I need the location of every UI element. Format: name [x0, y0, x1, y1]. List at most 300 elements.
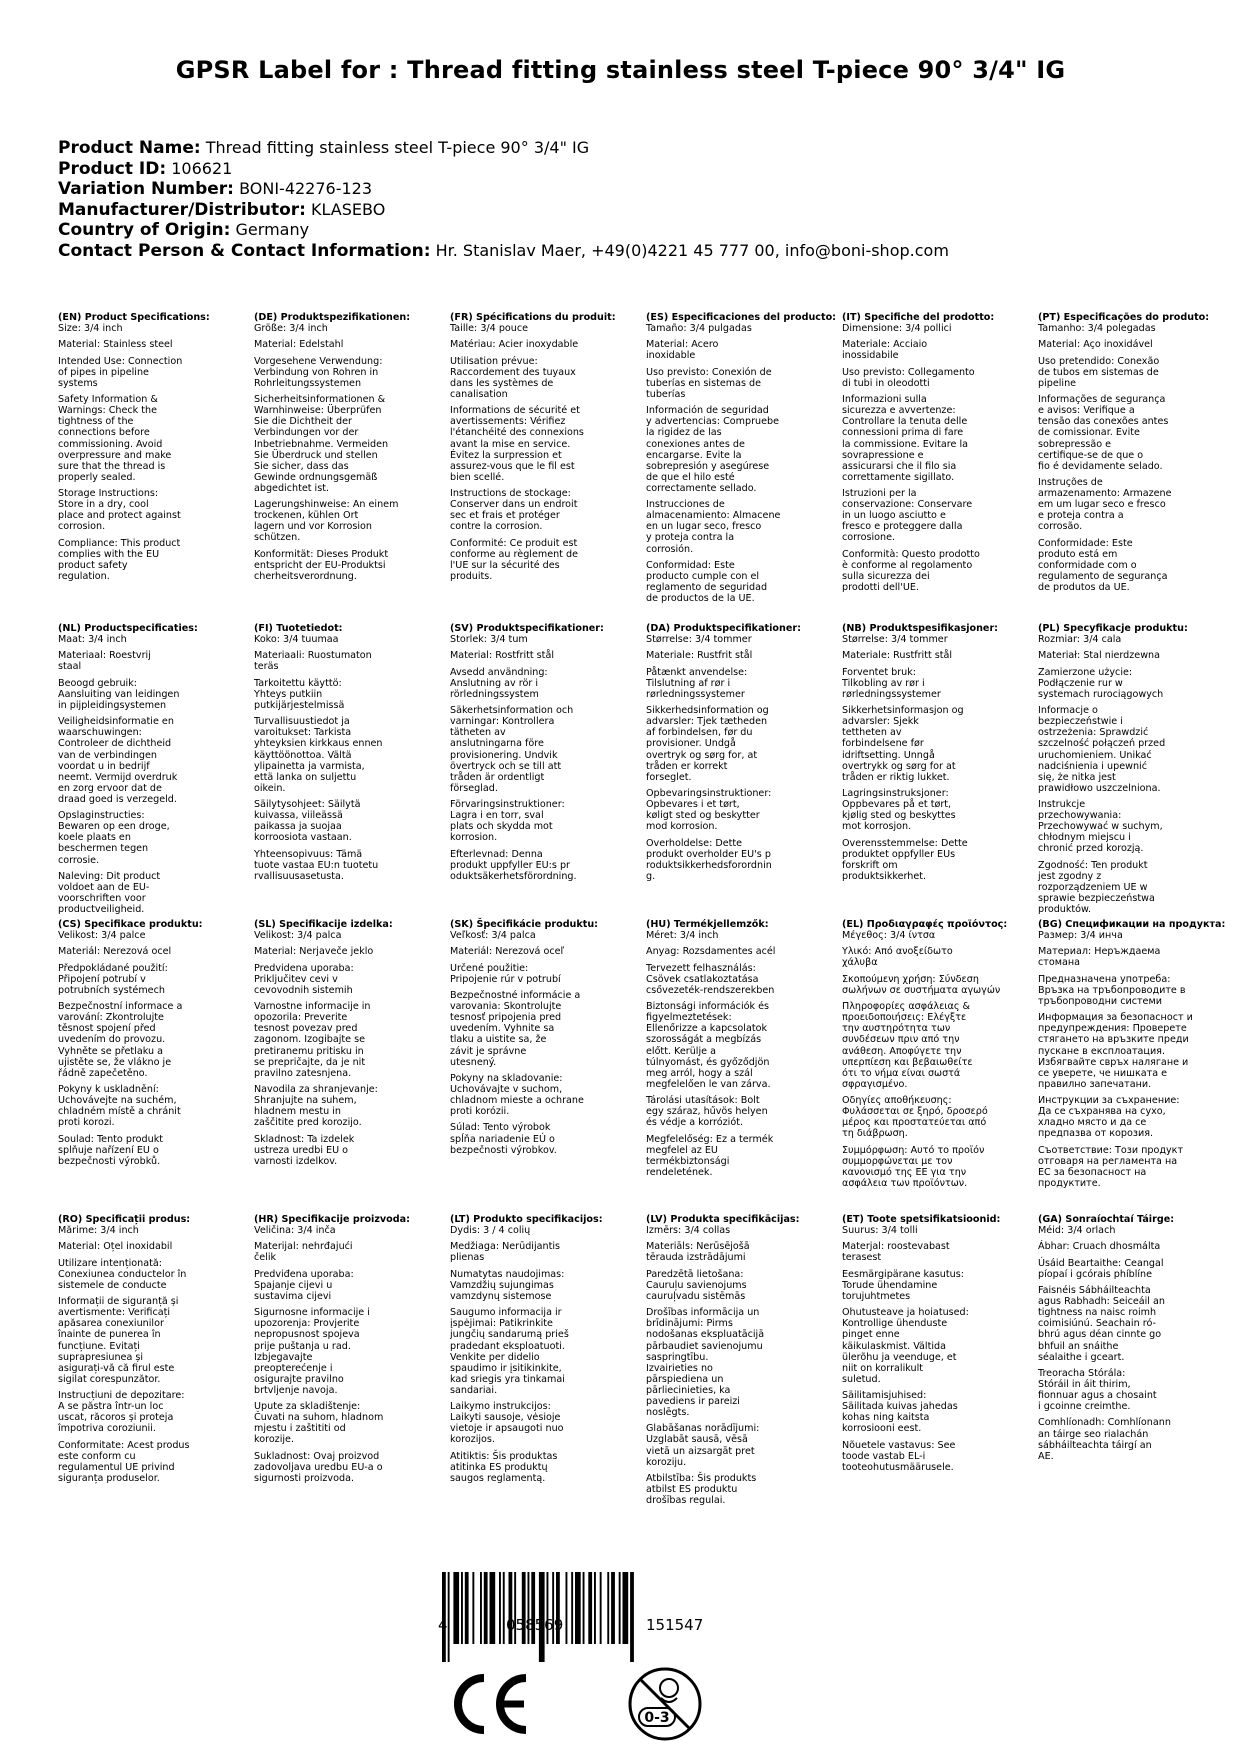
spec-heading: (HR) Specifikacije proizvoda: [254, 1214, 410, 1225]
spec-line: Материал: Неръждаема [1038, 946, 1161, 958]
spec-line: dans les systèmes de [450, 377, 554, 389]
spec-line: chronić przed korozją. [1038, 843, 1144, 855]
spec-line: Store in a dry, cool [58, 499, 149, 511]
info-label: Product Name: [58, 138, 201, 158]
spec-line: utesnený. [450, 1056, 497, 1068]
spec-line: σωλήνων σε συστήματα αγωγών [842, 984, 1001, 996]
spec-line: køligt sted og beskytter [646, 810, 760, 822]
spec-block [842, 919, 1024, 1189]
spec-line: Material: Stainless steel [58, 339, 173, 351]
spec-line: varningar: Kontrollera [450, 716, 555, 728]
spec-line: Предназначена употреба: [1038, 973, 1171, 985]
info-label: Variation Number: [58, 179, 234, 200]
spec-line: koroziju. [646, 1456, 687, 1468]
spec-line: Σκοπούμενη χρήση: Σύνδεση [842, 973, 979, 985]
spec-line: Safety Information & [58, 394, 158, 406]
spec-line: Sukladnost: Ovaj proizvod [254, 1450, 380, 1462]
spec-line: Uso pretendido: Conexão [1038, 355, 1160, 367]
spec-line: että lanka on suljettu [254, 771, 357, 783]
spec-line: an táirge seo rialachán [1038, 1428, 1149, 1440]
spec-line: terasest [842, 1252, 882, 1264]
spec-line: af forbindelsen, før du [646, 727, 753, 739]
spec-line: asigurați-vă că firul este [58, 1362, 175, 1374]
spec-line: assurez-vous que le fil est [450, 460, 575, 472]
spec-line: canalisation [450, 388, 508, 400]
spec-heading: (DE) Produktspezifikationen: [254, 312, 411, 323]
spec-line: avant la mise en service. [450, 438, 571, 450]
spec-line: Čuvati na suhom, hladnom [254, 1412, 384, 1424]
spec-line: Compliance: This product [58, 537, 181, 549]
spec-line: meg arról, hogy a szál [646, 1067, 753, 1079]
spec-line: Tárolási utasítások: Bolt [646, 1095, 760, 1107]
spec-line: overtryk og sørg for, at [646, 749, 758, 761]
spec-line: torujuhtmetes [842, 1290, 911, 1302]
spec-line: Upute za skladištenje: [254, 1401, 361, 1413]
spec-line: συνδέσεων πριν από την [842, 1034, 960, 1046]
spec-line: osigurajte pravilno [254, 1373, 344, 1385]
spec-line: apăsarea conexiunilor [58, 1318, 164, 1330]
spec-line: tuberías [646, 388, 686, 400]
spec-line: Intended Use: Connection [58, 355, 183, 367]
spec-line: Información de seguridad [646, 405, 769, 417]
spec-line: Informazioni sulla [842, 394, 927, 406]
spec-line: Instrucțiuni de depozitare: [58, 1390, 185, 1402]
spec-line: Ábhar: Cruach dhosmálta [1038, 1241, 1161, 1253]
spec-line: Størrelse: 3/4 tommer [646, 634, 752, 646]
spec-line: koele plaats en [58, 832, 131, 844]
spec-line: Venkite per didelio [450, 1351, 540, 1363]
spec-line: brīdinājumi: Pirms [646, 1318, 733, 1330]
spec-line: nadciśnienia i upewnić [1038, 760, 1147, 772]
spec-line: Vyhněte se přetlaku a [58, 1045, 164, 1057]
spec-line: Съответствие: Този продукт [1038, 1144, 1184, 1156]
info-label: Contact Person & Contact Information: [58, 240, 431, 261]
spec-line: roduktsikkerhedsforordnin [646, 859, 772, 871]
spec-line: Uso previsto: Conexión de [646, 366, 772, 378]
spec-line: Atitiktis: Šis produktas [450, 1450, 558, 1462]
spec-line: Instruções de [1038, 476, 1103, 488]
spec-line: coimisiúnú. Seachain ró- [1038, 1318, 1156, 1330]
spec-line: és védje a korróziót. [646, 1117, 744, 1129]
spec-line: produktet oppfyller EUs [842, 848, 956, 860]
spec-line: Förvaringsinstruktioner: [450, 799, 565, 811]
spec-line: Yhteensopivuus: Tämä [254, 848, 363, 860]
spec-line: Material: Nerjaveče jeklo [254, 946, 374, 958]
spec-line: rvallisuusasetusta. [254, 870, 344, 882]
spec-line: Sie die Dichtheit der [254, 416, 352, 428]
spec-line: Uchovávejte na suchém, [58, 1095, 177, 1107]
spec-line: Warnhinweise: Überprüfen [254, 405, 382, 417]
spec-line: ЕС за безопасност на [1038, 1166, 1147, 1178]
spec-line: Μέγεθος: 3/4 ίντσα [842, 930, 936, 942]
spec-heading: (NL) Productspecificaties: [58, 623, 198, 634]
spec-line: Φυλάσσεται σε ξηρό, δροσερό [842, 1106, 988, 1118]
spec-line: продуктите. [1038, 1177, 1101, 1189]
spec-block [646, 919, 828, 1178]
spec-line: Anslutning av rör i [450, 677, 538, 689]
spec-line: sicurezza e avvertenze: [842, 405, 956, 417]
spec-line: de tubos em sistemas de [1038, 366, 1159, 378]
spec-line: vietoje ir apsaugoti nuo [450, 1423, 564, 1435]
spec-line: Materiale: Rustfritt stål [842, 650, 953, 662]
spec-line: putkijärjestelmissä [254, 699, 345, 711]
spec-line: Súlad: Tento výrobok [450, 1122, 551, 1134]
spec-line: potrubních systémech [58, 984, 165, 996]
spec-line: tooteohutusmäärusele. [842, 1461, 954, 1473]
spec-heading: (PT) Especificações do produto: [1038, 312, 1210, 323]
spec-line: tettheten av [842, 727, 902, 739]
spec-line: Konformität: Dieses Produkt [254, 548, 389, 560]
spec-line: правилно запечатани. [1038, 1078, 1152, 1090]
spec-line: Materiāls: Nerūsējošā [646, 1241, 750, 1253]
spec-block [646, 312, 837, 605]
spec-line: pārspiediena un [646, 1373, 724, 1385]
spec-heading: (CS) Specifikace produktu: [58, 919, 203, 930]
spec-line: neemt. Vermijd overdruk [58, 771, 178, 783]
spec-line: Treoracha Stórála: [1038, 1367, 1126, 1379]
spec-line: tesnosť pripojenia pred [450, 1012, 562, 1024]
spec-line: Shranjujte na suhem, [254, 1095, 357, 1107]
spec-block [58, 919, 240, 1167]
spec-line: υπερπίεση και βεβαιωθείτε [842, 1056, 973, 1068]
spec-line: Tarkoitettu käyttö: [254, 677, 342, 689]
spec-line: Dimensione: 3/4 pollici [842, 323, 952, 335]
spec-line: van de verbindingen [58, 749, 157, 761]
spec-line: regulation. [58, 570, 110, 582]
spec-line: opozorila: Preverite [254, 1012, 348, 1024]
spec-line: Izmērs: 3/4 collas [646, 1225, 731, 1237]
spec-line: saspringtību. [646, 1351, 709, 1363]
spec-line: regulamento de segurança [1038, 570, 1168, 582]
spec-line: řádně zapečetěno. [58, 1067, 148, 1079]
spec-line: prodotti dell'UE. [842, 582, 919, 593]
spec-line: advarsler: Tjek tætheden [646, 716, 768, 728]
spec-line: Größe: 3/4 inch [254, 323, 328, 335]
spec-block [1038, 919, 1226, 1189]
spec-line: nepropusnost spojeva [254, 1329, 360, 1341]
spec-line: Taille: 3/4 pouce [450, 323, 529, 335]
spec-line: συμμορφώνεται με τον [842, 1155, 953, 1167]
spec-line: Tamaño: 3/4 pulgadas [646, 323, 752, 335]
spec-line: Material: Oțel inoxidabil [58, 1241, 173, 1253]
info-row [58, 241, 949, 262]
spec-line: Bezpečnostní informace a [58, 1001, 183, 1013]
spec-line: connections before [58, 427, 150, 439]
spec-line: abgedichtet ist. [254, 482, 330, 494]
spec-line: Tilkobling av rør i [842, 677, 925, 689]
product-info [58, 138, 949, 262]
spec-line: ustreza uredbi EU o [254, 1144, 349, 1156]
info-value: 106621 [171, 158, 233, 178]
spec-line: împotriva coroziunii. [58, 1423, 156, 1435]
spec-line: Conformité: Ce produit est [450, 537, 578, 549]
spec-line: Nõuetele vastavus: See [842, 1439, 956, 1451]
spec-line: plats och skydda mot [450, 821, 553, 833]
spec-line: Comhlíonadh: Comhlíonann [1038, 1417, 1171, 1429]
spec-line: tätheten av [450, 727, 506, 739]
spec-line: forbindelsene før [842, 738, 924, 750]
spec-line: Faisnéis Sábháilteachta [1038, 1285, 1151, 1297]
spec-block [1038, 1214, 1220, 1462]
spec-line: rozporządzeniem UE w [1038, 881, 1148, 893]
spec-line: Biztonsági információk és [646, 1001, 769, 1013]
spec-line: Skladnost: Ta izdelek [254, 1133, 355, 1145]
info-value: Germany [235, 220, 310, 240]
spec-line: noslēgts. [646, 1407, 690, 1419]
spec-line: προειδοποιήσεις: Ελέγξτε [842, 1012, 967, 1024]
spec-line: Stóráil in áit thirim, [1038, 1378, 1131, 1390]
spec-heading: (RO) Specificații produs: [58, 1214, 191, 1225]
info-row [58, 220, 949, 241]
spec-line: termékbiztonsági [646, 1155, 730, 1167]
spec-line: varoitukset: Tarkista [254, 727, 352, 739]
spec-line: Paredzētā lietošana: [646, 1268, 744, 1280]
spec-line: Předpokládané použití: [58, 962, 168, 974]
spec-line: uruchomieniem. Unikać [1038, 749, 1152, 761]
spec-line: schützen. [254, 532, 301, 544]
spec-heading: (BG) Спецификации на продукта: [1038, 919, 1226, 930]
spec-line: megfelelően le van zárva. [646, 1078, 771, 1090]
spec-line: Numatytas naudojimas: [450, 1268, 565, 1280]
spec-line: sigurnosti proizvoda. [254, 1472, 354, 1484]
spec-line: Priključitev cevi v [254, 973, 338, 985]
spec-line: cevovodnih sistemih [254, 984, 353, 996]
spec-line: tensão das conexões antes [1038, 416, 1169, 428]
barcode-digits-left: 058569 [506, 1616, 564, 1634]
spec-line: Saugumo informacija ir [450, 1307, 562, 1319]
spec-line: μέρος και προστατεύεται από [842, 1117, 987, 1129]
spec-block [58, 1214, 240, 1484]
spec-line: certifique-se de que o [1038, 449, 1144, 461]
spec-line: proti korózii. [450, 1106, 510, 1118]
spec-heading: (PL) Specyfikacje produktu: [1038, 623, 1188, 634]
spec-line: chladnom mieste a ochrane [450, 1095, 584, 1107]
info-row [58, 200, 949, 221]
spec-line: A se păstra într-un loc [58, 1401, 164, 1413]
spec-line: oduktsäkerhetsförordning. [450, 870, 577, 882]
spec-line: l'étanchéité des connexions [450, 427, 584, 439]
spec-line: Размер: 3/4 инча [1038, 930, 1123, 942]
spec-heading: (DA) Produktspecifikationer: [646, 623, 801, 634]
spec-line: corrosie. [58, 854, 100, 866]
spec-line: σφραγισμένο. [842, 1078, 908, 1090]
spec-line: Istruzioni per la [842, 488, 917, 500]
spec-line: Matériau: Acier inoxydable [450, 339, 579, 351]
spec-line: Pokyny k uskladnění: [58, 1083, 159, 1095]
spec-line: rörledningssystem [450, 688, 539, 700]
spec-line: plienas [450, 1252, 485, 1264]
spec-heading: (EN) Product Specifications: [58, 312, 210, 323]
spec-line: Pokyny na skladovanie: [450, 1072, 563, 1084]
spec-block [58, 623, 240, 915]
spec-line: fionnuar agus a chosaint [1038, 1390, 1157, 1402]
spec-line: Controllare la tenuta delle [842, 416, 968, 428]
spec-line: in un luogo asciutto e [842, 510, 946, 522]
spec-line: advarsler: Sjekk [842, 716, 919, 728]
spec-line: Drošības informācija un [646, 1307, 760, 1319]
spec-line: inoxidable [646, 350, 696, 362]
spec-heading: (HU) Termékjellemzők: [646, 919, 769, 930]
spec-line: Kontrollige ühenduste [842, 1318, 948, 1330]
spec-line: pinget enne [842, 1329, 900, 1341]
spec-line: prije puštanja u rad. [254, 1340, 351, 1352]
spec-line: Suurus: 3/4 tolli [842, 1225, 918, 1237]
spec-line: szczelność połączeń przed [1038, 738, 1166, 750]
spec-line: Zgodność: Ten produkt [1038, 859, 1148, 871]
spec-line: avertismente: Verificați [58, 1307, 171, 1319]
spec-line: Inbetriebnahme. Vermeiden [254, 438, 389, 450]
spec-heading: (LV) Produkta specifikācijas: [646, 1214, 800, 1225]
spec-line: käikulaskmist. Vältida [842, 1340, 946, 1352]
spec-line: sovrapressione e [842, 449, 924, 461]
spec-line: Utilisation prévue: [450, 355, 538, 367]
spec-line: Zamierzone użycie: [1038, 666, 1133, 678]
spec-line: Aansluiting van leidingen [58, 688, 180, 700]
spec-line: correctamente sellado. [646, 482, 757, 494]
spec-line: producto cumple con el [646, 570, 760, 582]
spec-line: è conforme al regolamento [842, 559, 973, 571]
spec-line: inossidabile [842, 350, 899, 362]
spec-line: Инструкции за съхранение: [1038, 1095, 1180, 1107]
spec-line: Veiligheidsinformatie en [58, 716, 174, 728]
spec-line: figyelmeztetések: [646, 1012, 732, 1024]
spec-line: korroosiota vastaan. [254, 832, 352, 844]
spec-line: Opbevaringsinstruktioner: [646, 787, 772, 799]
spec-line: Podłączenie rur w [1038, 677, 1123, 689]
spec-line: Conformitate: Acest produs [58, 1439, 190, 1451]
spec-line: túlnyomást, és győződjön [646, 1056, 770, 1068]
spec-line: отговаря на регламента на [1038, 1155, 1178, 1167]
spec-block [254, 312, 436, 582]
spec-heading: (SK) Špecifikácie produktu: [450, 919, 599, 930]
spec-line: Säilitada kuivas jahedas [842, 1401, 958, 1413]
spec-line: Raccordement des tuyaux [450, 366, 576, 378]
spec-line: Cauruļu savienojums [646, 1279, 747, 1291]
spec-line: produktsikkerhet. [842, 870, 927, 882]
spec-line: Yhteys putkiin [254, 688, 323, 700]
spec-line: Sikkerhetsinformasjon og [842, 705, 964, 717]
spec-line: Lagerungshinweise: An einem [254, 499, 399, 511]
spec-line: Efterlevnad: Denna [450, 848, 543, 860]
spec-line: prawidłowo uszczelniona. [1038, 782, 1161, 794]
spec-line: sec et frais et protéger [450, 510, 560, 522]
spec-heading: (FI) Tuotetiedot: [254, 623, 343, 634]
spec-line: csővezeték-rendszerekben [646, 984, 775, 996]
spec-line: tlaku a uistite sa, že [450, 1034, 547, 1046]
spec-line: Avsedd användning: [450, 666, 548, 678]
spec-line: avertissements: Vérifiez [450, 416, 566, 428]
spec-line: Turvallisuustiedot ja [254, 716, 350, 728]
spec-line: Méid: 3/4 orlach [1038, 1225, 1116, 1237]
spec-line: ότι το νήμα είναι σωστά [842, 1067, 961, 1079]
spec-line: înainte de punerea în [58, 1329, 161, 1341]
spec-line: Sie sicher, dass das [254, 460, 349, 472]
spec-line: się, że nitka jest [1038, 771, 1116, 783]
spec-line: Maat: 3/4 inch [58, 634, 127, 646]
spec-line: píopaí i gcórais phíblíne [1038, 1268, 1153, 1280]
spec-line: funcțiune. Evitați [58, 1340, 140, 1352]
spec-line: Material: Edelstahl [254, 339, 344, 351]
spec-line: de que el hilo esté [646, 471, 735, 483]
spec-line: este conform cu [58, 1450, 136, 1462]
spec-line: ülerõhu ja veenduge, et [842, 1351, 957, 1363]
spec-line: sistemele de conducte [58, 1279, 167, 1291]
info-value: Thread fitting stainless steel T-piece 90° 3/4" IG [205, 138, 590, 157]
spec-line: Storlek: 3/4 tum [450, 634, 528, 646]
spec-line: bezpečnosti výrobkov. [450, 1144, 557, 1156]
spec-line: Sie Überdruck und stellen [254, 449, 378, 461]
spec-line: Instrucciones de [646, 499, 725, 511]
spec-line: egy száraz, hűvös helyen [646, 1106, 768, 1118]
spec-line: suprapresiunea și [58, 1351, 144, 1363]
spec-line: atbilst ES produktu [646, 1484, 738, 1495]
spec-line: Връзка на тръбопроводите в [1038, 984, 1186, 996]
spec-line: conservazione: Conservare [842, 499, 973, 511]
spec-line: korozijos. [450, 1434, 495, 1446]
spec-block [842, 623, 1024, 882]
spec-line: brtvljenje navoja. [254, 1384, 338, 1396]
spec-heading: (FR) Spécifications du produit: [450, 312, 616, 323]
spec-line: Uchovávajte v suchom, [450, 1083, 563, 1095]
spec-line: provisioner. Undgå [646, 738, 736, 750]
spec-line: varování: Zkontrolujte [58, 1012, 164, 1024]
spec-line: de comissionar. Evite [1038, 427, 1140, 439]
spec-line: la rigidez de las [646, 427, 722, 439]
spec-line: Dydis: 3 / 4 colių [450, 1225, 531, 1237]
spec-line: atitinka ES produktų [450, 1461, 548, 1473]
spec-line: e avisos: Verifique a [1038, 405, 1135, 417]
spec-line: Size: 3/4 inch [58, 323, 123, 335]
spec-line: séalaithe i gceart. [1038, 1351, 1125, 1363]
spec-line: Conformidad: Este [646, 559, 735, 571]
spec-line: tērauda izstrādājumi [646, 1252, 746, 1264]
spec-line: Soulad: Tento produkt [58, 1133, 164, 1145]
spec-line: závit je správne [450, 1045, 527, 1057]
spec-line: Pripojenie rúr v potrubí [450, 973, 561, 985]
spec-line: κανονισμό της ΕΕ για την [842, 1166, 967, 1178]
info-row [58, 138, 949, 159]
spec-line: sigilat corespunzător. [58, 1373, 161, 1385]
page-title: GPSR Label for : Thread fitting stainless steel T-piece 90° 3/4" IG [175, 56, 1066, 84]
age-label: 0-3 [644, 1710, 670, 1726]
barcode-digits-right: 151547 [646, 1616, 704, 1634]
spec-line: varovania: Skontrolujte [450, 1001, 562, 1013]
spec-line: Izbjegavajte [254, 1351, 313, 1363]
spec-line: mod korrosion. [646, 821, 718, 833]
spec-line: Избягвайте свръх налягане и [1038, 1056, 1189, 1068]
age-warning-0-3-icon [625, 1664, 705, 1744]
spec-line: draad goed is verzegeld. [58, 793, 177, 805]
spec-line: l'UE sur la sécurité des [450, 559, 560, 571]
spec-block [450, 623, 632, 882]
spec-line: rørledningssystemer [842, 688, 941, 700]
spec-line: Koko: 3/4 tuumaa [254, 634, 339, 646]
spec-heading: (ET) Toote spetsifikatsioonid: [842, 1214, 1001, 1225]
spec-line: käyttöönottoa. Vältä [254, 749, 352, 761]
spec-line: szorosságát a megbízás [646, 1034, 762, 1046]
spec-line: e proteja contra a [1038, 510, 1124, 522]
ce-mark-icon [448, 1672, 532, 1736]
spec-line: g. [646, 870, 656, 882]
spec-line: Material: Aço inoxidável [1038, 339, 1153, 351]
spec-heading: (ES) Especificaciones del producto: [646, 312, 837, 323]
spec-line: Opbevares i et tørt, [646, 799, 740, 811]
spec-line: Torude ühendamine [842, 1279, 938, 1291]
spec-line: tråden är ordentligt [450, 771, 545, 783]
spec-line: kuivassa, viileässä [254, 810, 343, 822]
spec-line: tråden er riktig lukket. [842, 771, 950, 783]
spec-line: Predviđena uporaba: [254, 1268, 354, 1280]
